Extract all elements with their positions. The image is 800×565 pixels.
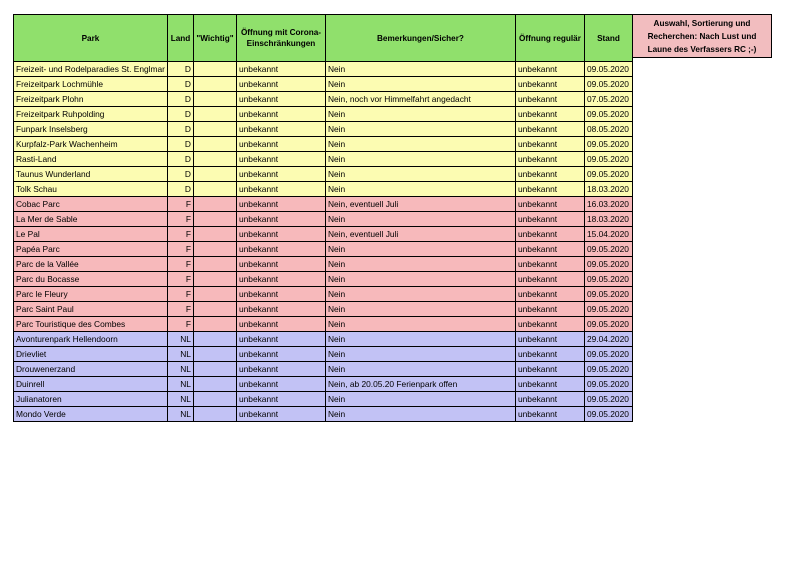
cell-corona[interactable]: unbekannt [236, 197, 325, 212]
cell-park[interactable]: Drouwenerzand [14, 362, 168, 377]
cell-stand[interactable]: 09.05.2020 [584, 107, 632, 122]
cell-wichtig[interactable] [193, 242, 236, 257]
cell-park[interactable]: Parc le Fleury [14, 287, 168, 302]
author-note[interactable]: Auswahl, Sortierung und Recherchen: Nach Lust und Laune des Verfassers RC ;-) [632, 14, 772, 58]
cell-land[interactable]: F [167, 272, 193, 287]
cell-corona[interactable]: unbekannt [236, 242, 325, 257]
cell-park[interactable]: Freizeitpark Plohn [14, 92, 168, 107]
cell-stand[interactable]: 09.05.2020 [584, 62, 632, 77]
cell-wichtig[interactable] [193, 167, 236, 182]
cell-corona[interactable]: unbekannt [236, 377, 325, 392]
cell-park[interactable]: Julianatoren [14, 392, 168, 407]
cell-regulaer[interactable]: unbekannt [515, 287, 584, 302]
cell-bemerkung[interactable]: Nein [325, 107, 515, 122]
table-row [14, 407, 633, 422]
cell-regulaer[interactable]: unbekannt [515, 392, 584, 407]
cell-wichtig[interactable] [193, 257, 236, 272]
cell-land[interactable]: NL [167, 332, 193, 347]
table-row [14, 137, 633, 152]
cell-regulaer[interactable]: unbekannt [515, 197, 584, 212]
cell-stand[interactable]: 09.05.2020 [584, 302, 632, 317]
cell-land[interactable]: F [167, 197, 193, 212]
cell-regulaer[interactable]: unbekannt [515, 317, 584, 332]
cell-land[interactable]: D [167, 152, 193, 167]
cell-park[interactable]: Tolk Schau [14, 182, 168, 197]
table-row [14, 392, 633, 407]
cell-park[interactable]: Funpark Inselsberg [14, 122, 168, 137]
cell-land[interactable]: D [167, 182, 193, 197]
cell-bemerkung[interactable]: Nein [325, 137, 515, 152]
cell-regulaer[interactable]: unbekannt [515, 92, 584, 107]
cell-bemerkung[interactable]: Nein [325, 122, 515, 137]
cell-stand[interactable]: 09.05.2020 [584, 362, 632, 377]
cell-stand[interactable]: 09.05.2020 [584, 287, 632, 302]
table-row [14, 107, 633, 122]
cell-park[interactable]: Parc de la Vallée [14, 257, 168, 272]
cell-wichtig[interactable] [193, 377, 236, 392]
cell-wichtig[interactable] [193, 332, 236, 347]
cell-stand[interactable]: 09.05.2020 [584, 347, 632, 362]
cell-wichtig[interactable] [193, 392, 236, 407]
cell-bemerkung[interactable]: Nein [325, 362, 515, 377]
table-row [14, 77, 633, 92]
table-row [14, 332, 633, 347]
cell-stand[interactable]: 09.05.2020 [584, 392, 632, 407]
cell-wichtig[interactable] [193, 287, 236, 302]
cell-regulaer[interactable]: unbekannt [515, 137, 584, 152]
cell-land[interactable]: F [167, 302, 193, 317]
cell-corona[interactable]: unbekannt [236, 167, 325, 182]
cell-land[interactable]: F [167, 287, 193, 302]
cell-park[interactable]: Parc Saint Paul [14, 302, 168, 317]
cell-regulaer[interactable]: unbekannt [515, 62, 584, 77]
cell-stand[interactable]: 09.05.2020 [584, 272, 632, 287]
table-row [14, 92, 633, 107]
cell-stand[interactable]: 18.03.2020 [584, 212, 632, 227]
cell-wichtig[interactable] [193, 227, 236, 242]
cell-corona[interactable]: unbekannt [236, 227, 325, 242]
cell-wichtig[interactable] [193, 182, 236, 197]
cell-regulaer[interactable]: unbekannt [515, 377, 584, 392]
cell-land[interactable]: D [167, 62, 193, 77]
cell-stand[interactable]: 09.05.2020 [584, 167, 632, 182]
cell-land[interactable]: NL [167, 362, 193, 377]
cell-bemerkung[interactable]: Nein, eventuell Juli [325, 227, 515, 242]
cell-corona[interactable]: unbekannt [236, 77, 325, 92]
cell-land[interactable]: NL [167, 392, 193, 407]
cell-wichtig[interactable] [193, 197, 236, 212]
table-row [14, 347, 633, 362]
cell-bemerkung[interactable]: Nein [325, 392, 515, 407]
cell-park[interactable]: Papéa Parc [14, 242, 168, 257]
cell-park[interactable]: Duinrell [14, 377, 168, 392]
cell-bemerkung[interactable]: Nein [325, 152, 515, 167]
table-row [14, 272, 633, 287]
cell-park[interactable]: Avonturenpark Hellendoorn [14, 332, 168, 347]
cell-stand[interactable]: 15.04.2020 [584, 227, 632, 242]
cell-stand[interactable]: 09.05.2020 [584, 152, 632, 167]
cell-regulaer[interactable]: unbekannt [515, 407, 584, 422]
cell-wichtig[interactable] [193, 272, 236, 287]
cell-corona[interactable]: unbekannt [236, 122, 325, 137]
cell-stand[interactable]: 09.05.2020 [584, 242, 632, 257]
parks-table [13, 14, 633, 422]
cell-stand[interactable]: 08.05.2020 [584, 122, 632, 137]
cell-wichtig[interactable] [193, 212, 236, 227]
cell-bemerkung[interactable]: Nein [325, 257, 515, 272]
table-row [14, 227, 633, 242]
cell-stand[interactable]: 16.03.2020 [584, 197, 632, 212]
cell-land[interactable]: F [167, 317, 193, 332]
cell-stand[interactable]: 09.05.2020 [584, 407, 632, 422]
cell-corona[interactable]: unbekannt [236, 152, 325, 167]
cell-corona[interactable]: unbekannt [236, 332, 325, 347]
cell-land[interactable]: F [167, 257, 193, 272]
header-row [14, 15, 633, 62]
table-row [14, 257, 633, 272]
cell-wichtig[interactable] [193, 362, 236, 377]
cell-wichtig[interactable] [193, 92, 236, 107]
cell-regulaer[interactable]: unbekannt [515, 77, 584, 92]
cell-regulaer[interactable]: unbekannt [515, 362, 584, 377]
cell-park[interactable]: Drievliet [14, 347, 168, 362]
table-row [14, 122, 633, 137]
cell-corona[interactable]: unbekannt [236, 362, 325, 377]
cell-regulaer[interactable]: unbekannt [515, 107, 584, 122]
cell-park[interactable]: Freizeit- und Rodelparadies St. Englmar [14, 62, 168, 77]
cell-bemerkung[interactable]: Nein [325, 407, 515, 422]
cell-land[interactable]: D [167, 122, 193, 137]
cell-land[interactable]: NL [167, 407, 193, 422]
cell-stand[interactable]: 07.05.2020 [584, 92, 632, 107]
cell-corona[interactable]: unbekannt [236, 392, 325, 407]
header-stand[interactable]: Stand [584, 15, 632, 62]
cell-regulaer[interactable]: unbekannt [515, 302, 584, 317]
cell-wichtig[interactable] [193, 302, 236, 317]
cell-corona[interactable]: unbekannt [236, 287, 325, 302]
cell-corona[interactable]: unbekannt [236, 92, 325, 107]
cell-bemerkung[interactable]: Nein [325, 272, 515, 287]
table-body [14, 62, 633, 422]
cell-stand[interactable]: 09.05.2020 [584, 137, 632, 152]
cell-corona[interactable]: unbekannt [236, 302, 325, 317]
cell-park[interactable]: Rasti-Land [14, 152, 168, 167]
cell-land[interactable]: D [167, 167, 193, 182]
cell-bemerkung[interactable]: Nein, eventuell Juli [325, 197, 515, 212]
cell-park[interactable]: Kurpfalz-Park Wachenheim [14, 137, 168, 152]
cell-corona[interactable]: unbekannt [236, 182, 325, 197]
cell-park[interactable]: Taunus Wunderland [14, 167, 168, 182]
cell-bemerkung[interactable]: Nein [325, 347, 515, 362]
cell-wichtig[interactable] [193, 77, 236, 92]
cell-stand[interactable]: 09.05.2020 [584, 257, 632, 272]
cell-park[interactable]: Parc du Bocasse [14, 272, 168, 287]
cell-corona[interactable]: unbekannt [236, 347, 325, 362]
cell-wichtig[interactable] [193, 107, 236, 122]
cell-regulaer[interactable]: unbekannt [515, 272, 584, 287]
cell-bemerkung[interactable]: Nein [325, 287, 515, 302]
cell-corona[interactable]: unbekannt [236, 272, 325, 287]
cell-regulaer[interactable]: unbekannt [515, 242, 584, 257]
cell-corona[interactable]: unbekannt [236, 107, 325, 122]
cell-regulaer[interactable]: unbekannt [515, 152, 584, 167]
table-row [14, 302, 633, 317]
cell-land[interactable]: D [167, 77, 193, 92]
table-row [14, 62, 633, 77]
cell-regulaer[interactable]: unbekannt [515, 167, 584, 182]
header-regulaer[interactable]: Öffnung regulär [515, 15, 584, 62]
cell-bemerkung[interactable]: Nein [325, 332, 515, 347]
cell-stand[interactable]: 09.05.2020 [584, 77, 632, 92]
cell-corona[interactable]: unbekannt [236, 212, 325, 227]
cell-regulaer[interactable]: unbekannt [515, 257, 584, 272]
cell-land[interactable]: NL [167, 347, 193, 362]
cell-land[interactable]: D [167, 137, 193, 152]
table-row [14, 377, 633, 392]
cell-regulaer[interactable]: unbekannt [515, 227, 584, 242]
header-bemerkungen[interactable]: Bemerkungen/Sicher? [325, 15, 515, 62]
cell-land[interactable]: NL [167, 377, 193, 392]
cell-wichtig[interactable] [193, 137, 236, 152]
cell-land[interactable]: D [167, 92, 193, 107]
header-park[interactable]: Park [14, 15, 168, 62]
cell-stand[interactable]: 29.04.2020 [584, 332, 632, 347]
cell-stand[interactable]: 09.05.2020 [584, 317, 632, 332]
table-row [14, 152, 633, 167]
cell-park[interactable]: Mondo Verde [14, 407, 168, 422]
table-row [14, 197, 633, 212]
cell-regulaer[interactable]: unbekannt [515, 212, 584, 227]
cell-land[interactable]: F [167, 212, 193, 227]
cell-wichtig[interactable] [193, 317, 236, 332]
cell-bemerkung[interactable]: Nein, noch vor Himmelfahrt angedacht [325, 92, 515, 107]
table-row [14, 362, 633, 377]
cell-land[interactable]: F [167, 242, 193, 257]
header-wichtig[interactable]: "Wichtig" [193, 15, 236, 62]
cell-park[interactable]: La Mer de Sable [14, 212, 168, 227]
cell-bemerkung[interactable]: Nein [325, 167, 515, 182]
cell-bemerkung[interactable]: Nein [325, 242, 515, 257]
cell-regulaer[interactable]: unbekannt [515, 347, 584, 362]
cell-regulaer[interactable]: unbekannt [515, 332, 584, 347]
cell-wichtig[interactable] [193, 122, 236, 137]
cell-corona[interactable]: unbekannt [236, 407, 325, 422]
cell-bemerkung[interactable]: Nein [325, 77, 515, 92]
cell-regulaer[interactable]: unbekannt [515, 182, 584, 197]
header-land[interactable]: Land [167, 15, 193, 62]
cell-land[interactable]: D [167, 107, 193, 122]
table-row [14, 317, 633, 332]
cell-park[interactable]: Cobac Parc [14, 197, 168, 212]
cell-regulaer[interactable]: unbekannt [515, 122, 584, 137]
cell-wichtig[interactable] [193, 347, 236, 362]
cell-bemerkung[interactable]: Nein [325, 302, 515, 317]
table-row [14, 287, 633, 302]
cell-bemerkung[interactable]: Nein [325, 212, 515, 227]
cell-corona[interactable]: unbekannt [236, 62, 325, 77]
table-row [14, 242, 633, 257]
cell-wichtig[interactable] [193, 407, 236, 422]
table-row [14, 167, 633, 182]
table-row [14, 212, 633, 227]
cell-corona[interactable]: unbekannt [236, 317, 325, 332]
cell-park[interactable]: Freizeitpark Ruhpolding [14, 107, 168, 122]
header-corona[interactable]: Öffnung mit Corona-Einschränkungen [236, 15, 325, 62]
cell-stand[interactable]: 09.05.2020 [584, 377, 632, 392]
cell-land[interactable]: F [167, 227, 193, 242]
cell-bemerkung[interactable]: Nein [325, 317, 515, 332]
cell-bemerkung[interactable]: Nein [325, 182, 515, 197]
cell-bemerkung[interactable]: Nein, ab 20.05.20 Ferienpark offen [325, 377, 515, 392]
table-row [14, 182, 633, 197]
cell-stand[interactable]: 18.03.2020 [584, 182, 632, 197]
cell-wichtig[interactable] [193, 62, 236, 77]
cell-park[interactable]: Le Pal [14, 227, 168, 242]
cell-corona[interactable]: unbekannt [236, 257, 325, 272]
cell-bemerkung[interactable]: Nein [325, 62, 515, 77]
cell-corona[interactable]: unbekannt [236, 137, 325, 152]
cell-park[interactable]: Freizeitpark Lochmühle [14, 77, 168, 92]
cell-park[interactable]: Parc Touristique des Combes [14, 317, 168, 332]
cell-wichtig[interactable] [193, 152, 236, 167]
